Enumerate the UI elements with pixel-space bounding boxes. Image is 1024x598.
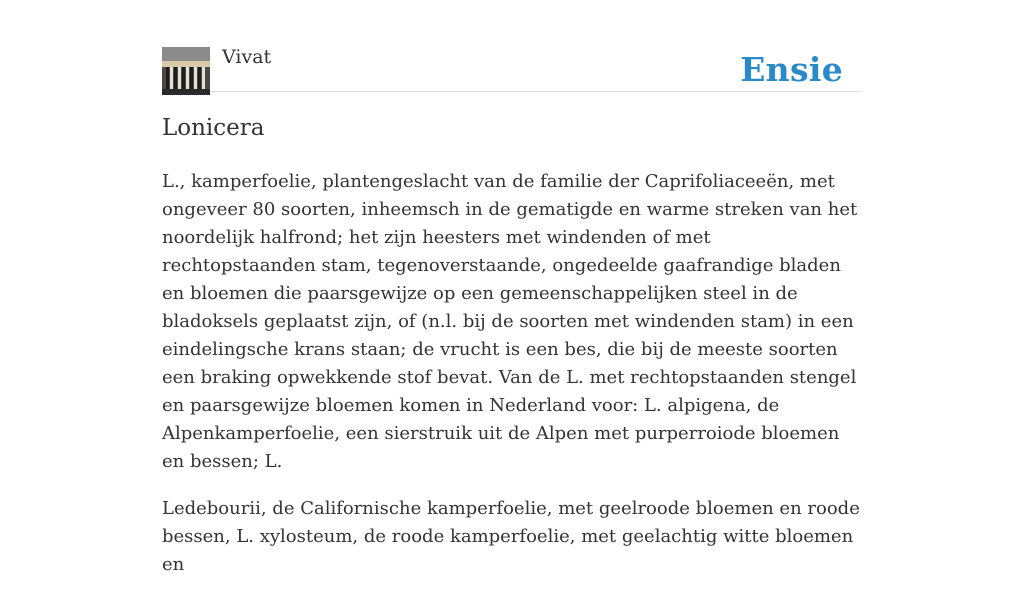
author-name[interactable]: Vivat xyxy=(222,46,272,68)
paragraph: Ledebourii, de Californische kamperfoelie, met geelroode bloemen en roode bessen, L. xylosteum, de roode kamperfoelie, met geelachtig witte bloemen en xyxy=(162,498,860,575)
books-avatar-icon xyxy=(162,47,210,95)
header xyxy=(162,0,862,92)
article-page xyxy=(162,0,862,575)
article-title: Lonicera xyxy=(162,115,265,141)
paragraph: L., kamperfoelie, plantengeslacht van de familie der Caprifoliaceeën, met ongeveer 80 soorten, inheemsch in de gematigde en warme streken van het noordelijk halfrond; het zijn heesters met windenden of met rechtopstaanden stam, tegenoverstaande, ongedeelde gaafrandige bladen en bloemen die paarsgewijze op een gemeenschappelijken steel in de bladoksels geplaatst zijn, of (n.l. bij de soorten met windenden stam) in een eindelingsche krans staan; de vrucht is een bes, die bij de meeste soorten een braking opwekkende stof bevat. Van de L. met rechtopstaanden stengel en paarsgewijze bloemen komen in Nederland voor: L. alpigena, de Alpenkamperfoelie, een sierstruik uit de Alpen met purperroiode bloemen en bessen; L. xyxy=(162,171,858,472)
brand-logo[interactable]: Ensie xyxy=(740,50,843,89)
article-body xyxy=(162,168,862,598)
author-avatar[interactable] xyxy=(162,47,210,95)
